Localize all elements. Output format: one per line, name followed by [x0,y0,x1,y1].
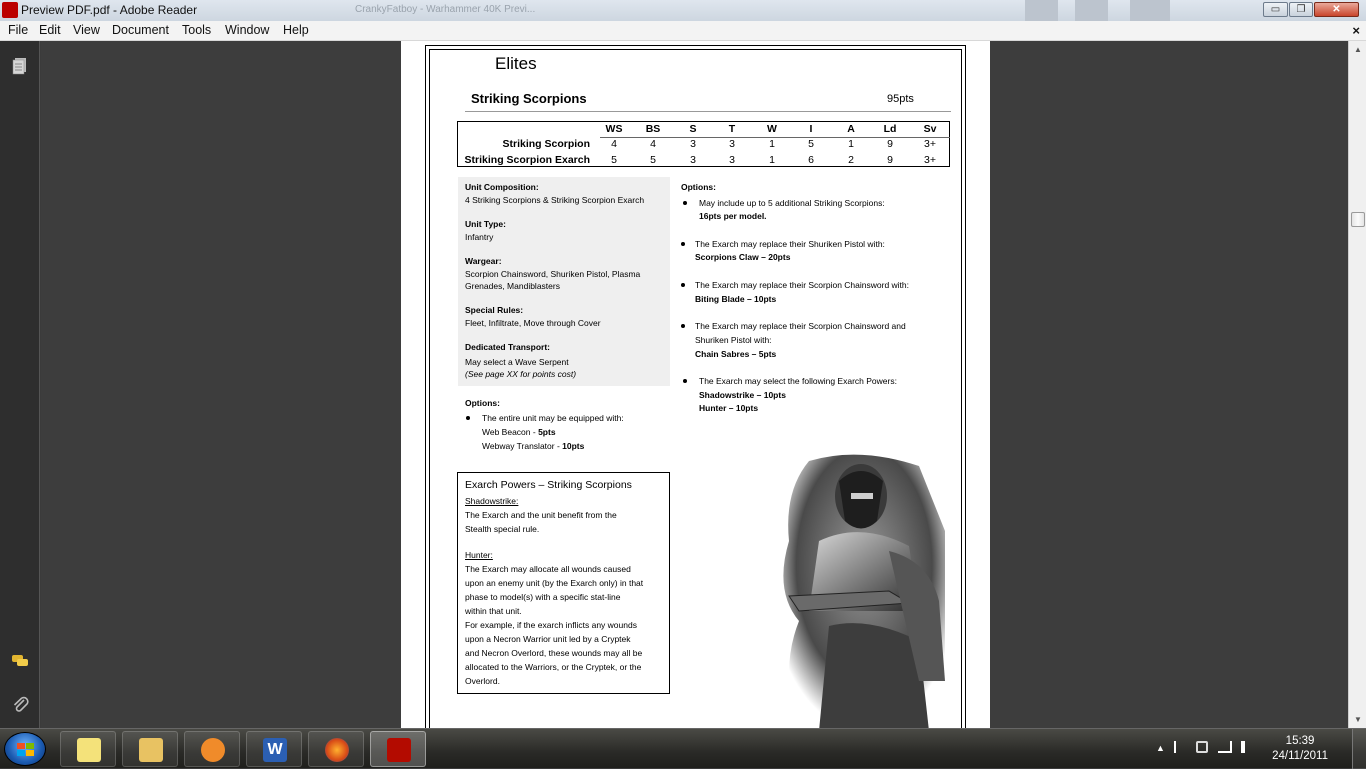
power-text: phase to model(s) with a specific stat-line [465,592,621,602]
right-option-text: Shuriken Pistol with: [695,335,772,345]
pdf-page [401,41,990,728]
action-center-flag-icon[interactable] [1174,741,1184,753]
clock[interactable] [1272,734,1328,764]
menu-document[interactable]: Document [112,23,169,37]
stat-value: 3+ [924,138,936,150]
word-icon: W [263,738,287,762]
unit-type-text: Infantry [465,232,494,242]
right-option-text: May include up to 5 additional Striking Scorpions: [699,198,885,208]
scroll-thumb[interactable] [1351,212,1365,227]
bullet-icon [683,201,687,205]
start-button[interactable] [4,732,46,766]
system-tray [1146,729,1366,769]
scroll-down-icon[interactable]: ▼ [1354,715,1362,724]
unit-composition-label: Unit Composition: [465,182,539,192]
title-divider [465,111,951,112]
special-rules-label: Special Rules: [465,305,524,315]
stat-header: W [767,123,777,135]
stat-value: 3 [729,138,735,150]
striking-scorpion-artwork [769,451,947,728]
stat-value: 1 [848,138,854,150]
power-text: upon an enemy unit (by the Exarch only) in that [465,578,644,588]
window-title: Preview PDF.pdf - Adobe Reader [21,3,198,17]
right-option-cost: Hunter – 10pts [699,403,759,413]
stat-value: 1 [769,138,775,150]
power-text: Stealth special rule. [465,524,540,534]
sticky-notes-icon [77,738,101,762]
taskbar-adobe-reader[interactable] [370,731,426,767]
firefox-icon [325,738,349,762]
right-option-text: The Exarch may replace their Scorpion Chainsword and [695,321,906,331]
taskbar-firefox[interactable] [308,731,364,767]
wargear-label: Wargear: [465,256,502,266]
clock-time: 15:39 [1285,735,1315,747]
vertical-scrollbar[interactable] [1348,41,1366,728]
comments-icon[interactable] [10,651,30,671]
power-text: The Exarch may allocate all wounds caused [465,564,631,574]
menu-edit[interactable]: Edit [39,23,61,37]
taskbar-sticky-notes[interactable] [60,731,116,767]
power-text: The Exarch and the unit benefit from the [465,510,617,520]
stat-value: 3 [690,154,696,166]
device-icon[interactable] [1196,741,1208,753]
stat-header: WS [605,123,623,135]
document-viewport[interactable] [41,41,1348,728]
stat-value: 6 [808,154,814,166]
close-button[interactable] [1314,2,1359,17]
stat-value: 4 [611,138,617,150]
show-desktop-button[interactable] [1352,729,1366,769]
stat-value: 3+ [924,154,936,166]
background-window-title: CrankyFatboy - Warhammer 40K Previ... [355,4,536,15]
minimize-button[interactable] [1263,2,1288,17]
right-option-cost: 16pts per model. [699,211,767,221]
stat-value: 3 [690,138,696,150]
section-title: Elites [495,54,537,73]
power-text: upon a Necron Warrior unit led by a Cryptek [465,634,631,644]
taskbar [0,728,1366,768]
power-text: Overlord. [465,676,500,686]
stat-header: BS [645,123,661,135]
stat-header: Sv [923,123,937,135]
show-hidden-icons-icon[interactable]: ▲ [1156,743,1165,753]
power-text: allocated to the Warriors, or the Cryptek, or the [465,662,642,672]
stat-value: 5 [650,154,656,166]
left-options-label: Options: [465,398,500,408]
stat-value: 1 [769,154,775,166]
stat-value: 2 [848,154,854,166]
wargear-text: Scorpion Chainsword, Shuriken Pistol, Plasma [465,269,641,279]
bullet-icon [681,242,685,246]
document-close-icon[interactable]: × [1352,23,1360,38]
exarch-powers-title: Exarch Powers – Striking Scorpions [465,479,632,491]
stats-table [457,121,950,167]
unit-name: Striking Scorpions [471,91,587,106]
stats-row-name: Striking Scorpion Exarch [464,154,590,166]
stats-row-name: Striking Scorpion [502,138,590,150]
title-bar [0,0,1366,21]
power-text: within that unit. [465,606,522,616]
right-option-text: The Exarch may select the following Exarch Powers: [699,376,897,386]
stat-value: 5 [808,138,814,150]
folder-icon [139,738,163,762]
stat-value: 5 [611,154,617,166]
bullet-icon [681,283,685,287]
stat-header: T [728,123,736,135]
navigation-pane [0,41,40,728]
close-icon: ✕ [1332,4,1341,15]
menu-tools[interactable]: Tools [182,23,212,37]
unit-points: 95pts [887,93,914,105]
taskbar-windows-explorer[interactable] [122,731,178,767]
right-option-text: The Exarch may replace their Shuriken Pistol with: [695,239,885,249]
maximize-button[interactable] [1289,2,1313,17]
background-window-block [1130,0,1170,21]
wargear-text: Grenades, Mandiblasters [465,281,560,291]
volume-icon[interactable] [1241,741,1251,753]
maximize-icon: ❐ [1296,4,1306,15]
right-option-cost: Biting Blade – 10pts [695,294,777,304]
dedicated-transport-text: May select a Wave Serpent [465,357,569,367]
media-player-icon [201,738,225,762]
windows-logo-icon [17,743,35,757]
left-option-item: Webway Translator - 10pts [482,441,585,451]
stat-value: 9 [887,154,893,166]
bullet-icon [466,416,470,420]
power-text: and Necron Overlord, these wounds may all be [465,648,643,658]
adobe-reader-icon[interactable] [2,2,18,18]
menu-bar [0,21,1366,41]
menu-file[interactable]: File [8,23,29,37]
stat-value: 9 [887,138,893,150]
dedicated-transport-note: (See page XX for points cost) [465,369,577,379]
hunter-title: Hunter: [465,550,493,560]
pages-icon[interactable] [10,56,30,76]
stat-value: 4 [650,138,656,150]
bullet-icon [683,379,687,383]
right-option-cost: Chain Sabres – 5pts [695,349,777,359]
stat-header: A [847,123,855,135]
power-text: For example, if the exarch inflicts any wounds [465,620,637,630]
right-options-label: Options: [681,182,716,192]
network-signal-icon[interactable] [1218,741,1232,753]
stat-header: S [689,123,697,135]
left-option-text: The entire unit may be equipped with: [482,413,624,423]
right-option-cost: Shadowstrike – 10pts [699,390,786,400]
bullet-icon [681,324,685,328]
attachments-icon[interactable] [10,694,30,714]
minimize-icon: ▭ [1270,4,1281,15]
unit-type-label: Unit Type: [465,219,506,229]
menu-help[interactable]: Help [283,23,309,37]
background-window-block [1025,0,1058,21]
scroll-up-icon[interactable]: ▲ [1354,45,1362,54]
stat-header: Ld [883,123,897,135]
shadowstrike-title: Shadowstrike: [465,496,519,506]
menu-window[interactable]: Window [225,23,270,37]
right-option-cost: Scorpions Claw – 20pts [695,252,791,262]
background-window-block [1075,0,1108,21]
taskbar-media-player[interactable] [184,731,240,767]
dedicated-transport-label: Dedicated Transport: [465,342,551,352]
stat-header: I [809,123,813,135]
stat-value: 3 [729,154,735,166]
right-option-text: The Exarch may replace their Scorpion Chainsword with: [695,280,910,290]
left-option-item: Web Beacon - 5pts [482,427,556,437]
taskbar-word[interactable] [246,731,302,767]
menu-view[interactable]: View [73,23,100,37]
special-rules-text: Fleet, Infiltrate, Move through Cover [465,318,601,328]
clock-date: 24/11/2011 [1272,750,1328,762]
adobe-reader-icon [387,738,411,762]
unit-composition-text: 4 Striking Scorpions & Striking Scorpion Exarch [465,195,645,205]
